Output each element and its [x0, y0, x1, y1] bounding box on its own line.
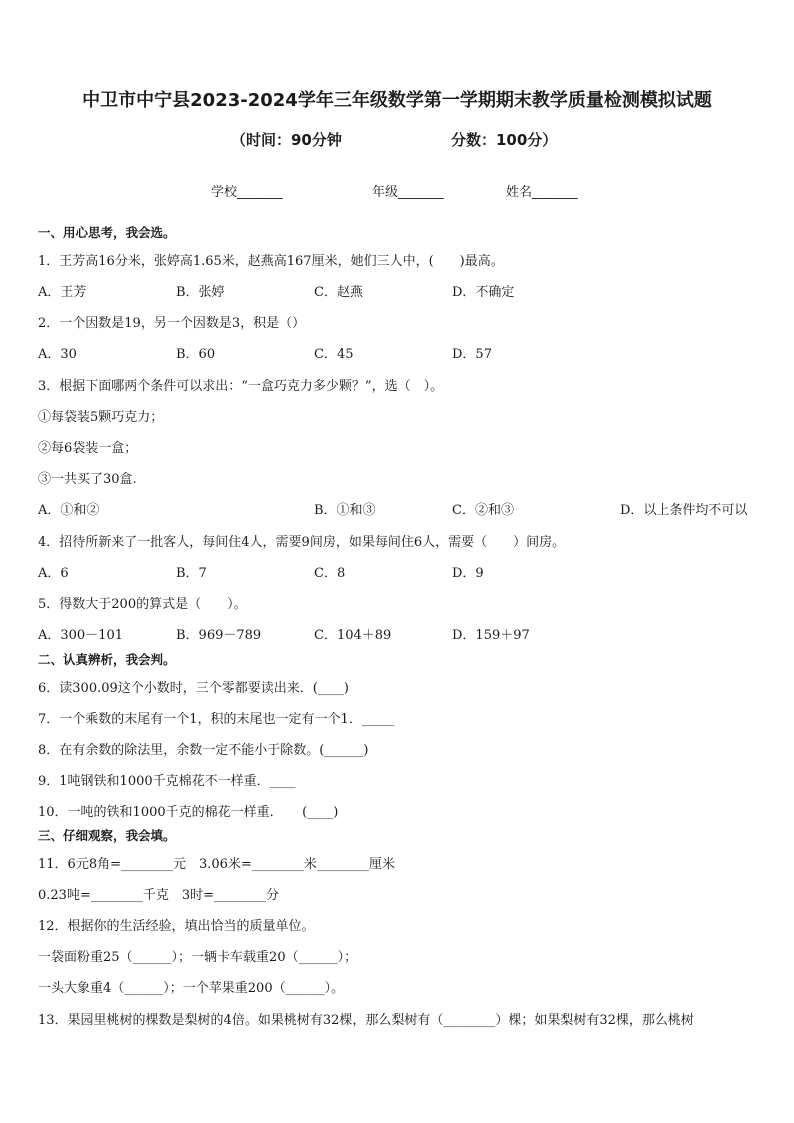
- question-4: 4．招待所新来了一批客人，每间住4人，需要9间房，如果每间住6人，需要（ ）间房。: [38, 535, 566, 550]
- question-8: 8．在有余数的除法里，余数一定不能小于除数。(______): [38, 743, 369, 758]
- section-heading-3: 三、仔细观察，我会填。: [38, 828, 176, 843]
- question-11-line-2: 0.23吨=________千克 3时=________分: [38, 888, 280, 903]
- question-7: 7．一个乘数的末尾有一个1，积的末尾也一定有一个1．_____: [38, 712, 395, 727]
- q3-option-c[interactable]: C．②和③: [452, 503, 514, 518]
- question-12-line-1: 一袋面粉重25（______）；一辆卡车载重20（______）；: [38, 950, 358, 965]
- section-heading-1: 一、用心思考，我会选。: [38, 225, 176, 240]
- q3-condition-2: ②每6袋装一盒；: [38, 441, 138, 456]
- q3-condition-1: ①每袋装5颗巧克力；: [38, 410, 164, 425]
- q4-option-c[interactable]: C．8: [314, 566, 346, 581]
- q2-option-d[interactable]: D．57: [452, 347, 492, 362]
- question-12: 12．根据你的生活经验，填出恰当的质量单位。: [38, 919, 315, 934]
- q1-option-d[interactable]: D．不确定: [452, 285, 515, 300]
- q1-option-c[interactable]: C．赵燕: [314, 285, 363, 300]
- q2-option-a[interactable]: A．30: [38, 347, 77, 362]
- q2-option-c[interactable]: C．45: [314, 347, 354, 362]
- exam-time: （时间：90分钟: [231, 131, 342, 149]
- question-11-line-1: 11．6元8角=________元 3.06米=________米________厘米: [38, 857, 395, 872]
- q1-option-b[interactable]: B．张婷: [176, 285, 225, 300]
- question-6: 6．读300.09这个小数时，三个零都要读出来．(____): [38, 681, 349, 696]
- q5-option-c[interactable]: C．104＋89: [314, 628, 392, 643]
- q3-option-d[interactable]: D．以上条件均不可以: [620, 503, 748, 518]
- question-1: 1．王芳高16分米，张婷高1.65米，赵燕高167厘米，她们三人中，( )最高。: [38, 254, 504, 269]
- school-field[interactable]: 学校_______: [211, 185, 283, 200]
- exam-score: 分数：100分）: [451, 131, 558, 149]
- q3-option-a[interactable]: A．①和②: [38, 503, 100, 518]
- q3-condition-3: ③一共买了30盒.: [38, 472, 137, 487]
- q5-option-d[interactable]: D．159＋97: [452, 628, 530, 643]
- q3-option-b[interactable]: B．①和③: [314, 503, 376, 518]
- question-2: 2．一个因数是19，另一个因数是3，积是（）: [38, 316, 306, 331]
- question-10: 10．一吨的铁和1000千克的棉花一样重． (____): [38, 805, 339, 820]
- question-3: 3．根据下面哪两个条件可以求出：“一盒巧克力多少颗？”，选（ ）。: [38, 379, 444, 394]
- question-9: 9．1吨钢铁和1000千克棉花不一样重．____: [38, 774, 296, 789]
- q1-option-a[interactable]: A．王芳: [38, 285, 87, 300]
- question-5: 5．得数大于200的算式是（ ）。: [38, 597, 247, 612]
- q2-option-b[interactable]: B．60: [176, 347, 216, 362]
- q5-option-a[interactable]: A．300－101: [38, 628, 124, 643]
- q4-option-a[interactable]: A．6: [38, 566, 69, 581]
- section-heading-2: 二、认真辨析，我会判。: [38, 652, 176, 667]
- exam-title: 中卫市中宁县2023-2024学年三年级数学第一学期期末教学质量检测模拟试题: [82, 90, 712, 111]
- q4-option-d[interactable]: D．9: [452, 566, 484, 581]
- question-12-line-2: 一头大象重4（______）；一个苹果重200（______）。: [38, 981, 345, 996]
- q4-option-b[interactable]: B．7: [176, 566, 207, 581]
- name-field[interactable]: 姓名_______: [506, 185, 578, 200]
- q5-option-b[interactable]: B．969－789: [176, 628, 262, 643]
- question-13: 13．果园里桃树的棵数是梨树的4倍。如果桃树有32棵，那么梨树有（________）棵；如果梨树有32棵，那么桃树: [38, 1013, 694, 1028]
- grade-field[interactable]: 年级_______: [372, 185, 444, 200]
